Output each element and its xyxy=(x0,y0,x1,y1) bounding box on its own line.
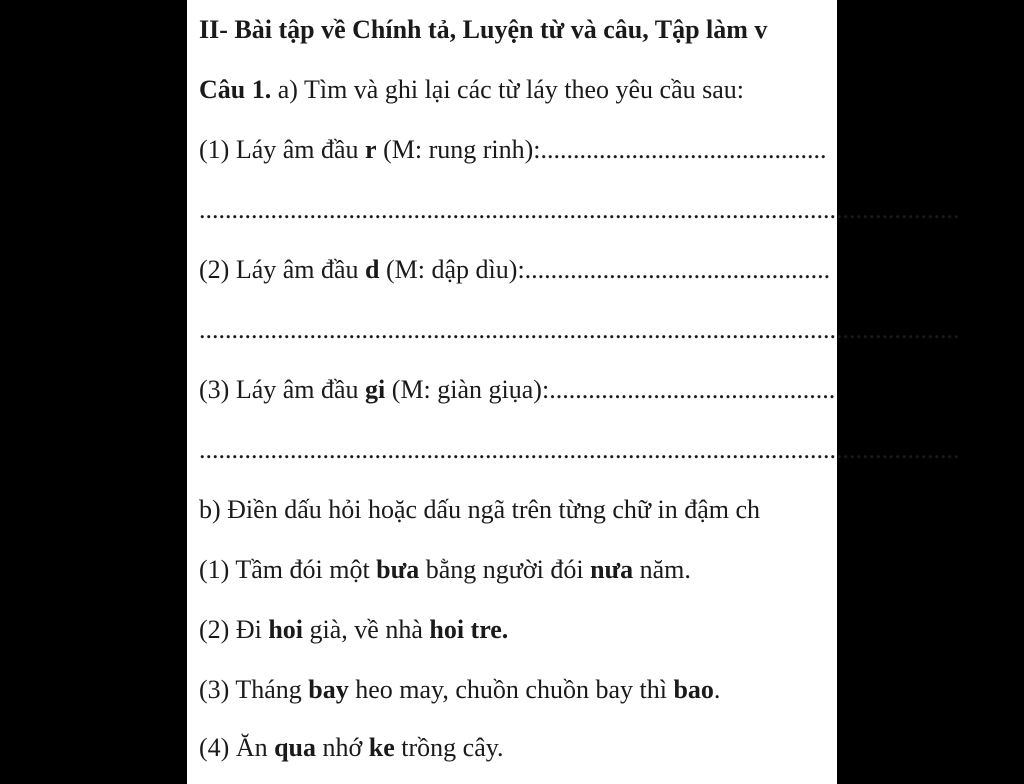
sentence-1-seg1: (1) Tầm đói một xyxy=(199,555,377,584)
sentence-3-bold2: bao xyxy=(673,675,714,704)
question-1-label: Câu 1. xyxy=(199,75,272,104)
sentence-1-seg2: bằng người đói xyxy=(419,555,591,584)
part-b-instruction: b) Điền dấu hỏi hoặc dấu ngã trên từng chữ in đậm ch xyxy=(199,495,761,524)
item-1-letter: r xyxy=(365,135,377,164)
sentence-4-seg2: nhớ xyxy=(316,733,369,762)
sentence-4-bold1: qua xyxy=(274,733,317,762)
item-3-letter: gi xyxy=(365,375,386,404)
sentence-3-seg2: heo may, chuồn chuồn bay thì xyxy=(348,675,674,704)
item-1-fill-inline: ............................................ xyxy=(540,135,827,164)
sentence-4-seg3: trồng cây. xyxy=(394,733,504,762)
sentence-1-bold2: nưa xyxy=(590,555,634,584)
sentence-1-seg3: năm. xyxy=(633,555,691,584)
item-2-prefix: (2) Láy âm đầu xyxy=(199,255,366,284)
question-1-intro-text: a) Tìm và ghi lại các từ láy theo yêu cầu sau: xyxy=(271,75,745,104)
item-1-fill-line: ..................................................................................................................... xyxy=(199,195,960,224)
sentence-2-seg1: (2) Đi xyxy=(199,615,269,644)
item-3-prompt xyxy=(199,375,835,405)
question-1-intro xyxy=(199,75,744,105)
sentence-2-bold2: hoi tre. xyxy=(429,615,509,644)
item-1-prefix: (1) Láy âm đầu xyxy=(199,135,366,164)
sentence-1 xyxy=(199,555,691,585)
item-2-example: (M: dập dìu): xyxy=(379,255,525,284)
section-heading xyxy=(199,15,767,45)
item-3-example: (M: giàn giụa): xyxy=(385,375,550,404)
item-3-prefix: (3) Láy âm đầu xyxy=(199,375,366,404)
sentence-2 xyxy=(199,615,508,645)
item-2-prompt xyxy=(199,255,830,285)
item-3-fill-inline: ............................................ xyxy=(549,375,836,404)
sentence-2-bold1: hoi xyxy=(268,615,304,644)
sentence-4-bold2: ke xyxy=(368,733,395,762)
sentence-4-seg1: (4) Ăn xyxy=(199,733,275,762)
section-heading-text: II- Bài tập về Chính tả, Luyện từ và câu, Tập làm v xyxy=(199,15,768,44)
item-2-fill-inline: ............................................... xyxy=(524,255,831,284)
item-1-prompt xyxy=(199,135,827,165)
sentence-4 xyxy=(199,733,504,763)
item-2-fill-line: ..................................................................................................................... xyxy=(199,315,960,344)
sentence-3-seg1: (3) Tháng xyxy=(199,675,309,704)
sentence-2-seg2: già, về nhà xyxy=(303,615,430,644)
sentence-1-bold1: bưa xyxy=(376,555,420,584)
sentence-3-seg3: . xyxy=(713,675,721,704)
sentence-3-bold1: bay xyxy=(308,675,349,704)
document-page xyxy=(187,0,960,784)
item-2-letter: d xyxy=(365,255,380,284)
sentence-3 xyxy=(199,675,720,705)
item-3-fill-line: ..................................................................................................................... xyxy=(199,435,960,464)
item-1-example: (M: rung rinh): xyxy=(376,135,541,164)
